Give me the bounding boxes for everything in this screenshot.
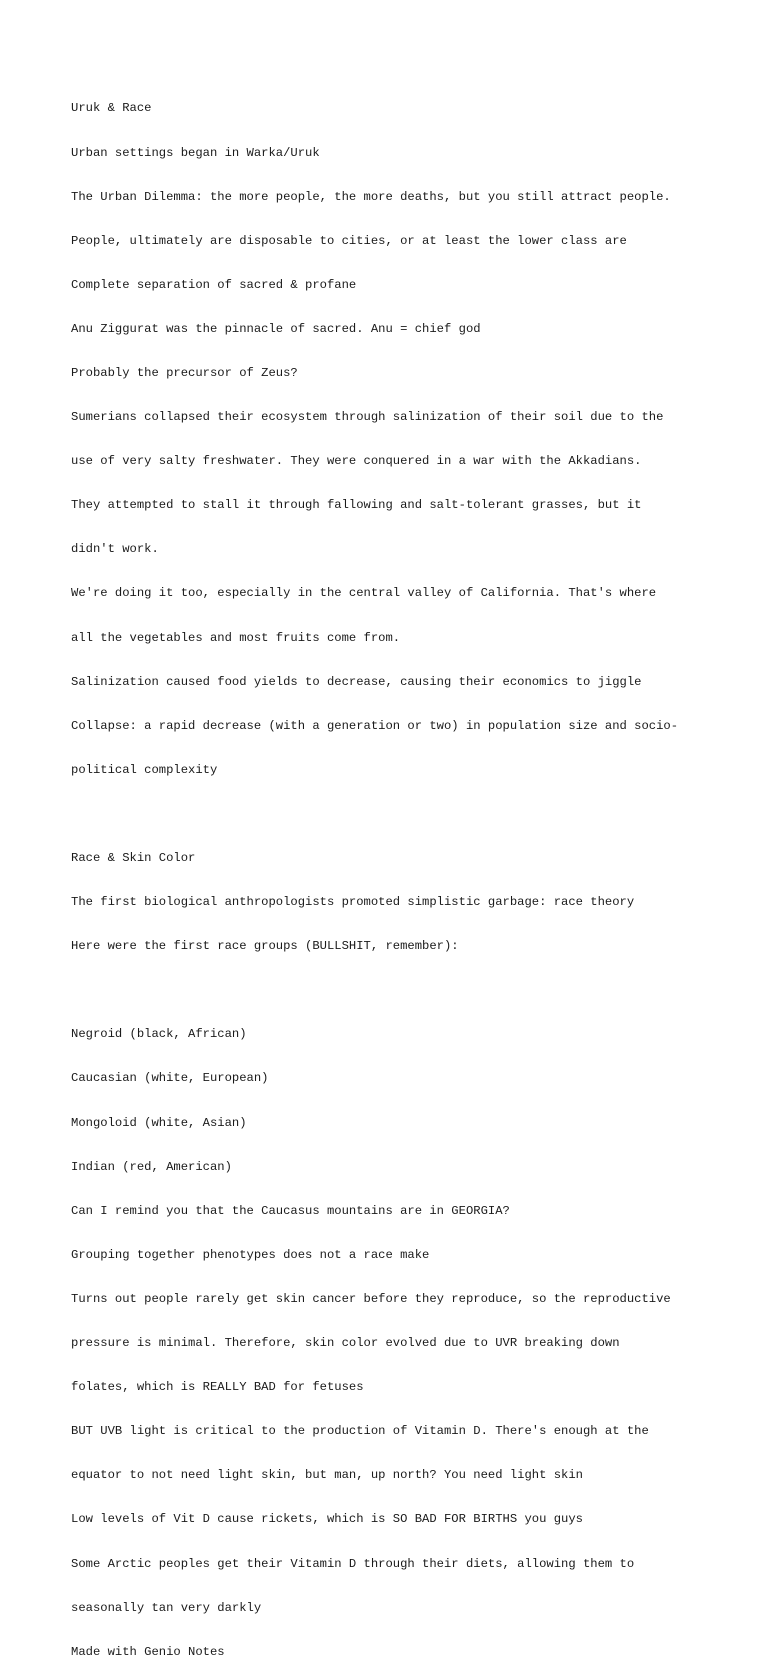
note-line: Indian (red, American) (71, 1159, 232, 1174)
section-title: Uruk & Race (71, 101, 152, 116)
note-line: use of very salty freshwater. They were conquered in a war with the Akkadians. (71, 454, 642, 469)
note-line: Caucasian (white, European) (71, 1071, 269, 1086)
note-line: Can I remind you that the Caucasus mountains are in GEORGIA? (71, 1203, 510, 1218)
note-line: Low levels of Vit D cause rickets, which is SO BAD FOR BIRTHS you guys (71, 1512, 583, 1527)
note-line: Complete separation of sacred & profane (71, 277, 357, 292)
note-line: Mongoloid (white, Asian) (71, 1115, 247, 1130)
note-line: Collapse: a rapid decrease (with a generation or two) in population size and socio- (71, 718, 679, 733)
note-line: They attempted to stall it through fallowing and salt-tolerant grasses, but it (71, 498, 642, 513)
note-line: Probably the precursor of Zeus? (71, 365, 298, 380)
note-line: Here were the first race groups (BULLSHIT, remember): (71, 939, 459, 954)
section-title: Race & Skin Color (71, 851, 196, 865)
blank-line (71, 983, 721, 998)
note-line: didn't work. (71, 542, 159, 557)
note-line: The Urban Dilemma: the more people, the more deaths, but you still attract people. (71, 189, 671, 204)
note-line: BUT UVB light is critical to the production of Vitamin D. There's enough at the (71, 1424, 649, 1439)
note-line: The first biological anthropologists promoted simplistic garbage: race theory (71, 895, 635, 910)
note-line: We're doing it too, especially in the central valley of California. That's where (71, 586, 657, 601)
note-line: Sumerians collapsed their ecosystem through salinization of their soil due to the (71, 410, 664, 425)
note-line: People, ultimately are disposable to cities, or at least the lower class are (71, 233, 627, 248)
note-line: Urban settings began in Warka/Uruk (71, 145, 320, 160)
note-line: Salinization caused food yields to decrease, causing their economics to jiggle (71, 674, 642, 689)
footer-credit: Made with Genio Notes (71, 1644, 225, 1659)
note-line: Negroid (black, African) (71, 1027, 247, 1042)
note-line: Grouping together phenotypes does not a race make (71, 1247, 430, 1262)
note-line: Some Arctic peoples get their Vitamin D through their diets, allowing them to (71, 1556, 635, 1571)
note-line: seasonally tan very darkly (71, 1600, 262, 1615)
note-line: pressure is minimal. Therefore, skin color evolved due to UVR breaking down (71, 1336, 620, 1351)
note-line: Anu Ziggurat was the pinnacle of sacred. Anu = chief god (71, 321, 481, 336)
notes-document (71, 72, 721, 1674)
note-line: equator to not need light skin, but man, up north? You need light skin (71, 1468, 583, 1483)
note-line: folates, which is REALLY BAD for fetuses (71, 1380, 364, 1395)
blank-line (71, 807, 721, 822)
note-line: Turns out people rarely get skin cancer before they reproduce, so the reproductive (71, 1291, 671, 1306)
note-line: political complexity (71, 762, 218, 777)
note-line: all the vegetables and most fruits come from. (71, 630, 401, 645)
